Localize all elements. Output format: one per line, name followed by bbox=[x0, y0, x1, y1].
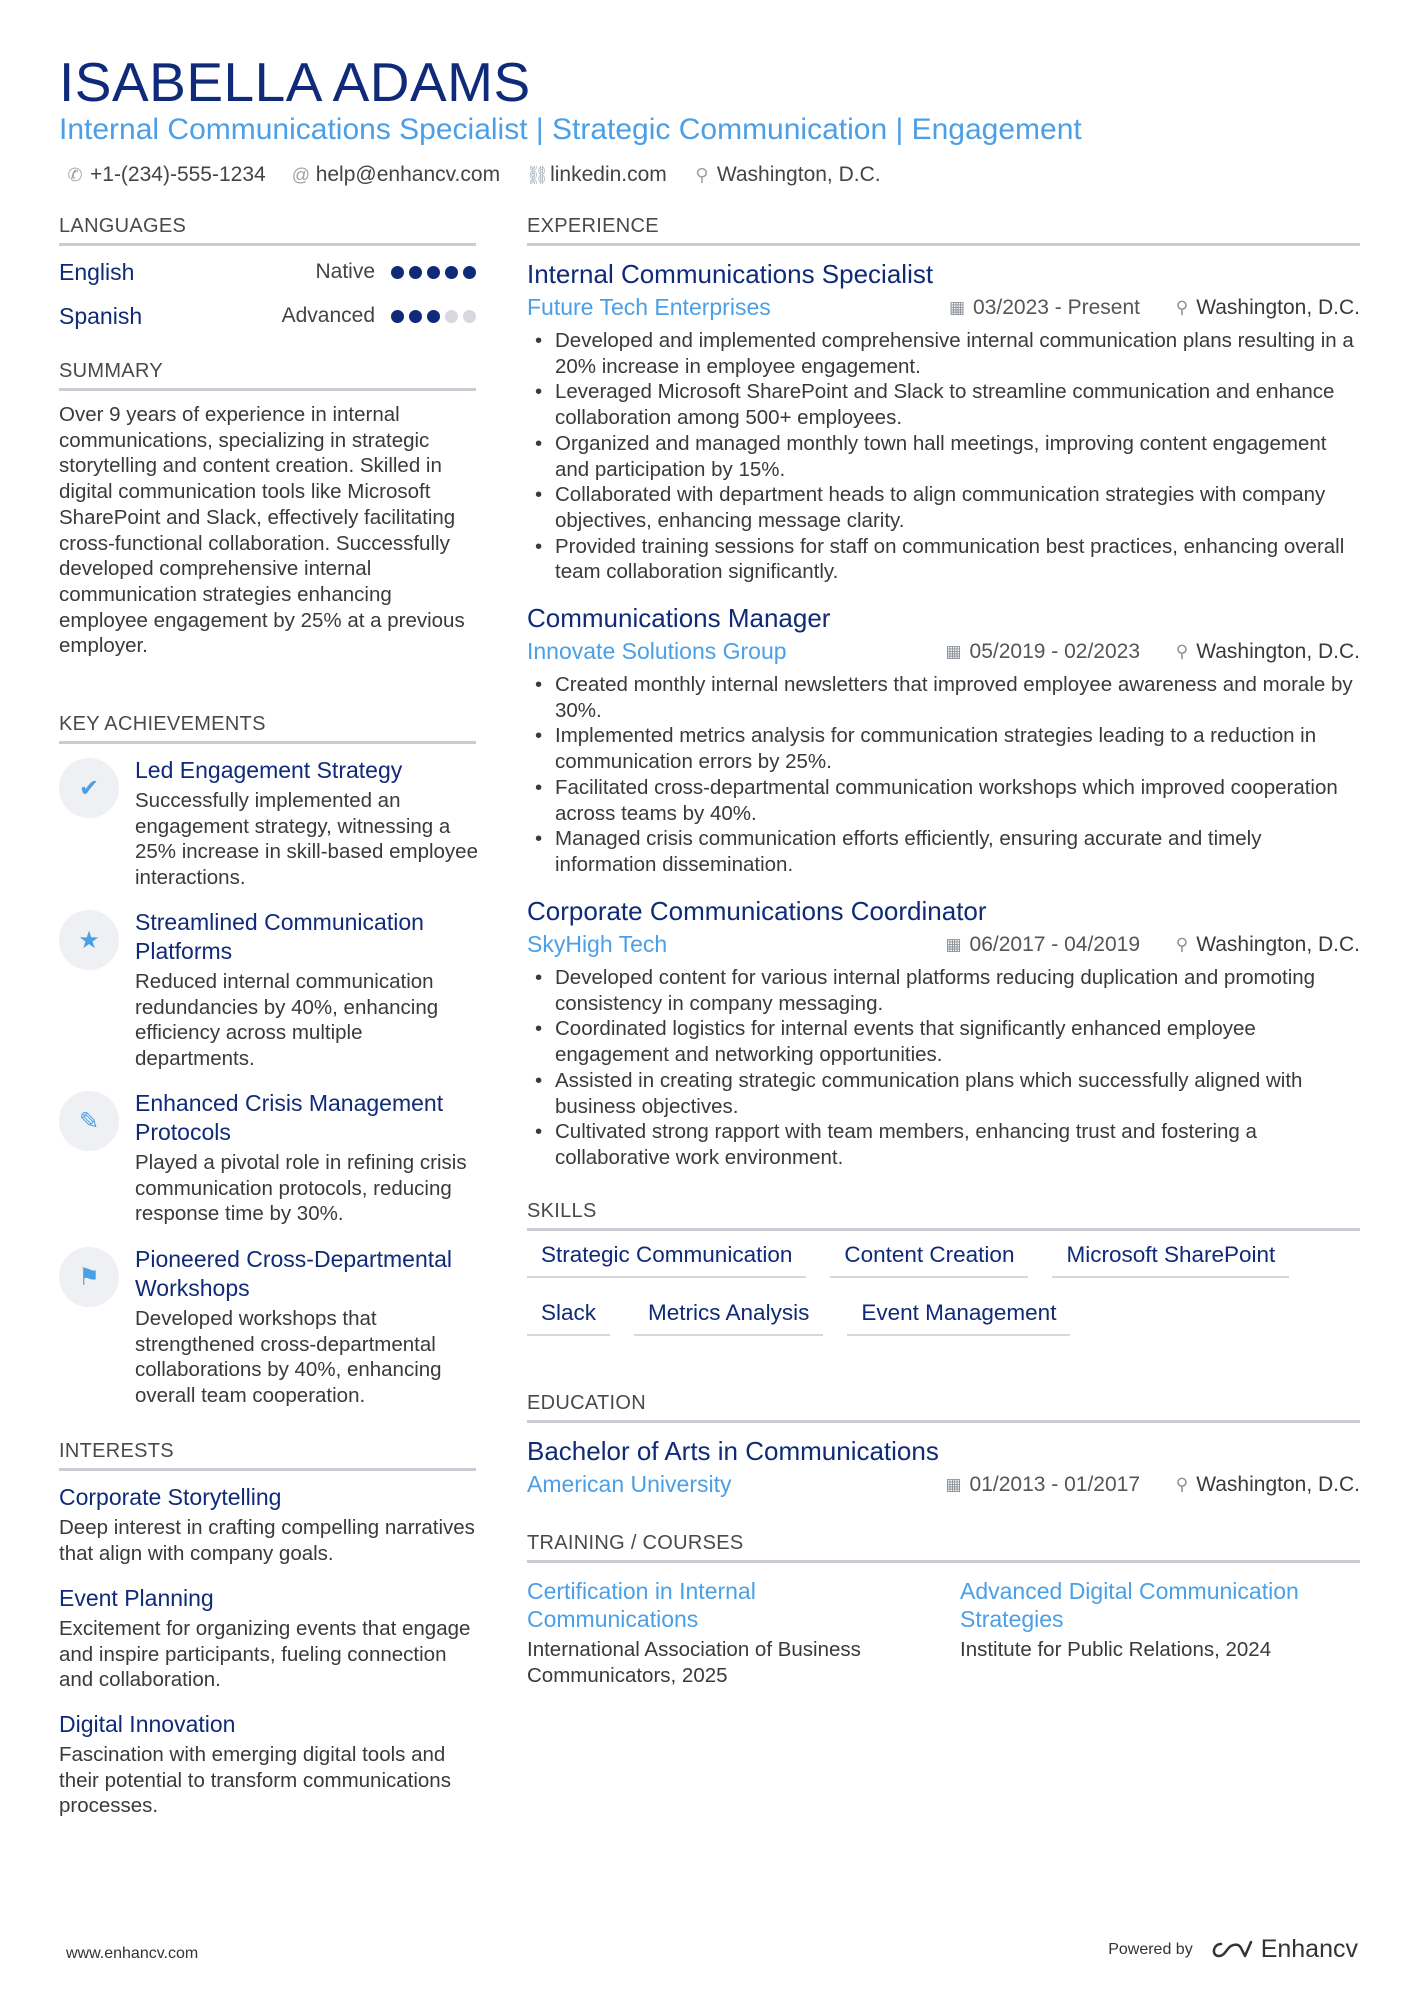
language-level: Advanced bbox=[281, 304, 375, 327]
interest-desc: Fascination with emerging digital tools and their potential to transform communications processes. bbox=[59, 1743, 451, 1818]
interest-desc: Deep interest in crafting compelling narratives that align with company goals. bbox=[59, 1516, 475, 1565]
achievement-desc: Played a pivotal role in refining crisis communication protocols, reducing response time by 30%. bbox=[135, 1151, 467, 1226]
skills-list bbox=[527, 1242, 1360, 1358]
skill-tag: Content Creation bbox=[830, 1242, 1028, 1278]
job-company: SkyHigh Tech bbox=[527, 931, 668, 957]
achievement-title: Enhanced Crisis Management Protocols bbox=[135, 1090, 444, 1145]
skill-tag: Slack bbox=[527, 1300, 610, 1336]
powered-by-text: Powered by bbox=[1108, 1940, 1193, 1958]
education-date: 01/2013 - 01/2017 bbox=[969, 1473, 1140, 1496]
star-icon: ★ bbox=[59, 910, 119, 970]
job-bullet: • Collaborated with department heads to align communication strategies with company objectives, enhancing message clarity. bbox=[527, 482, 1360, 533]
education-location: Washington, D.C. bbox=[1196, 1473, 1360, 1496]
rating-dot bbox=[463, 310, 476, 323]
rating-dot bbox=[409, 310, 422, 323]
calendar-icon: ▦ bbox=[945, 1475, 962, 1494]
interest-item bbox=[59, 1483, 479, 1566]
interests-heading: INTERESTS bbox=[59, 1440, 476, 1471]
training-heading: TRAINING / COURSES bbox=[527, 1532, 1360, 1563]
degree-title: Bachelor of Arts in Communications bbox=[527, 1436, 939, 1466]
location-icon: ⚲ bbox=[1175, 1475, 1189, 1494]
job-bullet: • Implemented metrics analysis for communication strategies leading to a reduction in communication errors by 25%. bbox=[527, 723, 1360, 774]
location-icon: ⚲ bbox=[695, 164, 709, 185]
skill-tag: Microsoft SharePoint bbox=[1052, 1242, 1289, 1278]
school-name: American University bbox=[527, 1471, 732, 1497]
education-item bbox=[527, 1435, 1360, 1503]
check-icon: ✔ bbox=[59, 758, 119, 818]
rating-dot bbox=[409, 266, 422, 279]
location-icon: ⚲ bbox=[1175, 935, 1189, 954]
language-name: Spanish bbox=[59, 302, 143, 329]
job-bullets bbox=[527, 328, 1360, 585]
candidate-headline: Internal Communications Specialist | Strategic Communication | Engagement bbox=[59, 113, 1082, 146]
job-bullet: • Organized and managed monthly town hall meetings, improving content engagement and participation by 15%. bbox=[527, 431, 1360, 482]
at-icon: @ bbox=[291, 164, 310, 185]
skills-heading: SKILLS bbox=[527, 1200, 1360, 1231]
achievements-heading: KEY ACHIEVEMENTS bbox=[59, 713, 476, 744]
rating-dot bbox=[427, 266, 440, 279]
rating-dot bbox=[391, 266, 404, 279]
interest-title: Digital Innovation bbox=[59, 1711, 236, 1737]
job-bullet: • Leveraged Microsoft SharePoint and Slack to streamline communication and enhance collaboration among 500+ employees. bbox=[527, 379, 1360, 430]
location-icon: ⚲ bbox=[1175, 298, 1189, 317]
interest-item bbox=[59, 1584, 479, 1693]
languages-heading: LANGUAGES bbox=[59, 215, 476, 246]
phone-icon: ✆ bbox=[67, 164, 83, 185]
job-title: Communications Manager bbox=[527, 603, 831, 633]
job-bullet: • Assisted in creating strategic communication plans which successfully aligned with business objectives. bbox=[527, 1068, 1360, 1119]
contact-phone-text: +1-(234)-555-1234 bbox=[90, 163, 266, 186]
language-rating bbox=[391, 266, 476, 279]
skill-tag: Event Management bbox=[847, 1300, 1070, 1336]
course-desc: Institute for Public Relations, 2024 bbox=[960, 1638, 1272, 1661]
language-item bbox=[59, 255, 476, 289]
job-location: Washington, D.C. bbox=[1196, 296, 1360, 319]
course-item bbox=[960, 1577, 1360, 1663]
language-level: Native bbox=[315, 260, 375, 283]
achievement-desc: Reduced internal communication redundancies by 40%, enhancing efficiency across multiple departments. bbox=[135, 970, 439, 1071]
language-rating bbox=[391, 310, 476, 323]
enhancv-logo-icon bbox=[1207, 1938, 1253, 1962]
job-title: Internal Communications Specialist bbox=[527, 259, 934, 289]
interest-desc: Excitement for organizing events that engage and inspire participants, fueling connection and collaboration. bbox=[59, 1617, 471, 1692]
job-bullet: • Facilitated cross-departmental communication workshops which improved cooperation across teams by 40%. bbox=[527, 775, 1360, 826]
flag-icon: ⚑ bbox=[59, 1247, 119, 1307]
job-company: Future Tech Enterprises bbox=[527, 294, 771, 320]
interest-item bbox=[59, 1710, 479, 1819]
footer-branding[interactable] bbox=[1108, 1935, 1358, 1964]
job-date: 05/2019 - 02/2023 bbox=[969, 640, 1140, 663]
experience-item bbox=[527, 258, 1360, 585]
job-bullet: • Developed and implemented comprehensive internal communication plans resulting in a 20% increase in employee engagement. bbox=[527, 328, 1360, 379]
job-bullet: • Developed content for various internal platforms reducing duplication and promoting consistency in company messaging. bbox=[527, 965, 1360, 1016]
skill-tag: Strategic Communication bbox=[527, 1242, 806, 1278]
location-icon: ⚲ bbox=[1175, 642, 1189, 661]
rating-dot bbox=[445, 266, 458, 279]
contact-location-text: Washington, D.C. bbox=[716, 163, 881, 186]
job-bullet: • Coordinated logistics for internal events that significantly enhanced employee engagement and networking opportunities. bbox=[527, 1016, 1360, 1067]
job-title: Corporate Communications Coordinator bbox=[527, 896, 987, 926]
contact-linkedin-text: linkedin.com bbox=[550, 163, 667, 186]
summary-text: Over 9 years of experience in internal communications, specializing in strategic storytelling and content creation. Skilled in digital communication tools like Microsoft SharePoint and Slack, effectively facilitating cross-functional collaboration. Successfully developed comprehensive internal communication strategies enhancing employee engagement by 25% at a previous employer. bbox=[59, 403, 465, 658]
achievement-title: Streamlined Communication Platforms bbox=[135, 909, 424, 964]
summary-heading: SUMMARY bbox=[59, 360, 476, 391]
job-company: Innovate Solutions Group bbox=[527, 638, 787, 664]
calendar-icon: ▦ bbox=[945, 935, 962, 954]
job-bullets bbox=[527, 672, 1360, 878]
job-bullet: • Created monthly internal newsletters that improved employee awareness and morale by 30%. bbox=[527, 672, 1360, 723]
rating-dot bbox=[463, 266, 476, 279]
interest-title: Corporate Storytelling bbox=[59, 1484, 282, 1510]
experience-heading: EXPERIENCE bbox=[527, 215, 1360, 246]
achievement-title: Led Engagement Strategy bbox=[135, 757, 403, 783]
job-bullet: • Managed crisis communication efforts efficiently, ensuring accurate and timely information dissemination. bbox=[527, 826, 1360, 877]
job-date: 03/2023 - Present bbox=[973, 296, 1140, 319]
experience-item bbox=[527, 895, 1360, 1171]
language-item bbox=[59, 299, 476, 333]
job-bullet: • Cultivated strong rapport with team members, enhancing trust and fostering a collaborative work environment. bbox=[527, 1119, 1360, 1170]
candidate-name: ISABELLA ADAMS bbox=[59, 51, 531, 113]
course-item bbox=[527, 1577, 927, 1688]
achievement-title: Pioneered Cross-Departmental Workshops bbox=[135, 1246, 453, 1301]
contact-email[interactable] bbox=[292, 163, 500, 187]
rating-dot bbox=[427, 310, 440, 323]
calendar-icon: ▦ bbox=[945, 642, 962, 661]
rating-dot bbox=[445, 310, 458, 323]
contact-phone[interactable] bbox=[66, 163, 266, 187]
job-location: Washington, D.C. bbox=[1196, 640, 1360, 663]
achievement-desc: Successfully implemented an engagement strategy, witnessing a 25% increase in skill-based employee interactions. bbox=[135, 789, 478, 890]
job-location: Washington, D.C. bbox=[1196, 933, 1360, 956]
course-title: Advanced Digital Communication Strategies bbox=[960, 1578, 1299, 1632]
rating-dot bbox=[391, 310, 404, 323]
contact-bar bbox=[66, 163, 881, 187]
job-date: 06/2017 - 04/2019 bbox=[969, 933, 1140, 956]
contact-location bbox=[693, 163, 881, 187]
contact-linkedin[interactable] bbox=[526, 163, 667, 187]
experience-item bbox=[527, 602, 1360, 878]
course-title: Certification in Internal Communications bbox=[527, 1578, 756, 1632]
language-name: English bbox=[59, 258, 135, 285]
job-bullets bbox=[527, 965, 1360, 1171]
brand-name: Enhancv bbox=[1260, 1935, 1358, 1963]
magic-wand-icon: ✎ bbox=[59, 1091, 119, 1151]
course-desc: International Association of Business Communicators, 2025 bbox=[527, 1638, 861, 1687]
footer-website[interactable]: www.enhancv.com bbox=[66, 1945, 199, 1962]
link-icon: ⛓ bbox=[526, 164, 549, 185]
contact-email-text: help@enhancv.com bbox=[315, 163, 501, 186]
interest-title: Event Planning bbox=[59, 1585, 214, 1611]
skill-tag: Metrics Analysis bbox=[634, 1300, 823, 1336]
achievement-desc: Developed workshops that strengthened cross-departmental collaborations by 40%, enhancing overall team cooperation. bbox=[135, 1307, 442, 1408]
calendar-icon: ▦ bbox=[948, 298, 966, 317]
job-bullet: • Provided training sessions for staff on communication best practices, enhancing overall team collaboration significantly. bbox=[527, 534, 1360, 585]
education-heading: EDUCATION bbox=[527, 1392, 1360, 1423]
